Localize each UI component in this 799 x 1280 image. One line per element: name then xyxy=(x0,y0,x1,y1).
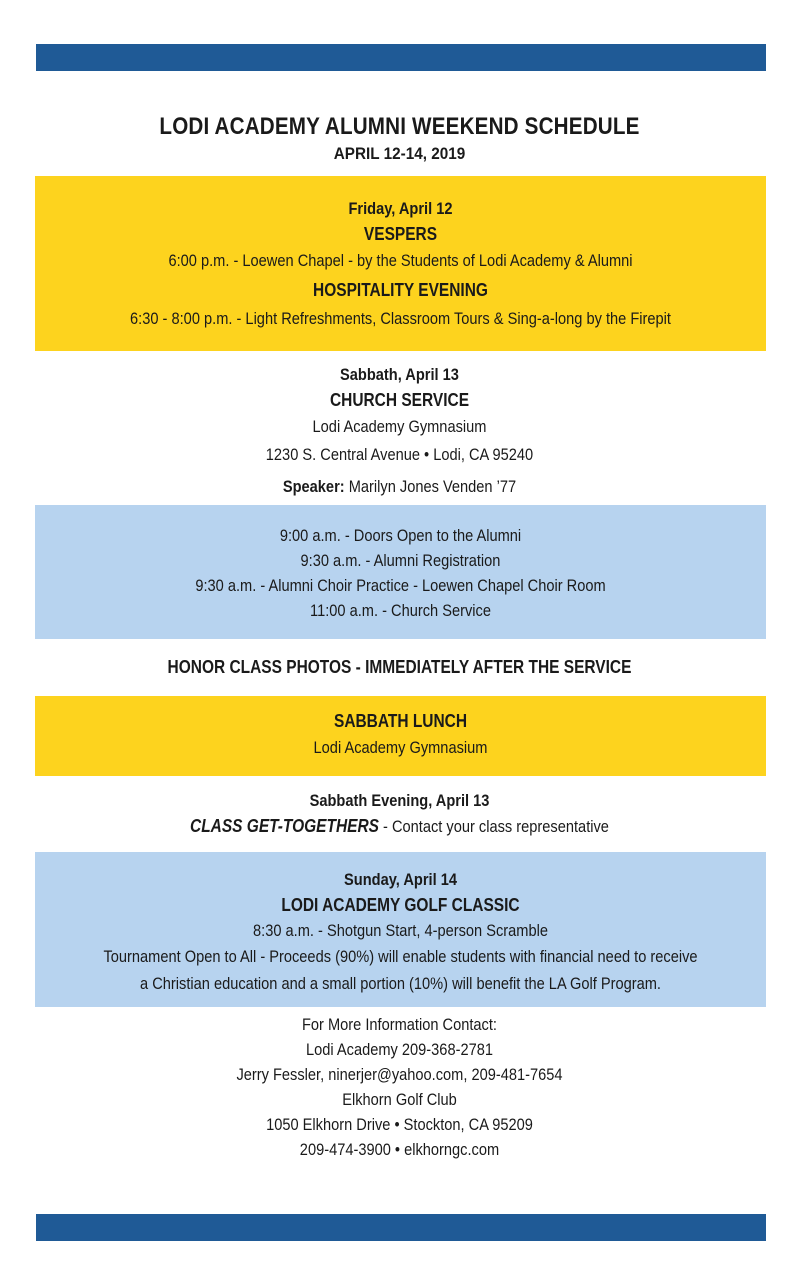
golf-desc-line1: Tournament Open to All - Proceeds (90%) will enable students with financial need to receive xyxy=(103,947,698,966)
contact-line: Jerry Fessler, ninerjer@yahoo.com, 209-481-7654 xyxy=(236,1065,563,1084)
friday-section xyxy=(35,176,766,351)
lunch-location: Lodi Academy Gymnasium xyxy=(313,738,488,757)
sabbath-day: Sabbath, April 13 xyxy=(340,365,459,384)
top-decorative-bar xyxy=(36,44,766,71)
page-title: LODI ACADEMY ALUMNI WEEKEND SCHEDULE xyxy=(159,113,640,140)
schedule-item: 9:30 a.m. - Alumni Registration xyxy=(300,551,501,570)
hospitality-detail: 6:30 - 8:00 p.m. - Light Refreshments, Classroom Tours & Sing-a-long by the Firepit xyxy=(130,309,671,328)
speaker-name: Marilyn Jones Venden ’77 xyxy=(348,477,517,496)
schedule-item: 11:00 a.m. - Church Service xyxy=(310,601,491,620)
header xyxy=(0,112,799,166)
class-get-togethers: CLASS GET-TOGETHERS xyxy=(190,816,379,836)
speaker-line xyxy=(56,469,743,505)
contact-line: Elkhorn Golf Club xyxy=(342,1090,457,1109)
evening-line xyxy=(56,813,743,841)
sabbath-section xyxy=(0,362,799,505)
contact-line: Lodi Academy 209-368-2781 xyxy=(306,1040,493,1059)
contact-heading: For More Information Contact: xyxy=(301,1015,498,1034)
lunch-section xyxy=(35,696,766,776)
evening-section xyxy=(0,788,799,841)
bottom-decorative-bar xyxy=(36,1214,766,1241)
schedule-item: 9:00 a.m. - Doors Open to the Alumni xyxy=(279,526,522,545)
schedule-item: 9:30 a.m. - Alumni Choir Practice - Loewen Chapel Choir Room xyxy=(195,576,606,595)
event-dates: APRIL 12-14, 2019 xyxy=(333,144,466,163)
church-service-heading: CHURCH SERVICE xyxy=(329,390,470,410)
contact-line: 1050 Elkhorn Drive • Stockton, CA 95209 xyxy=(266,1115,533,1134)
honor-photos-section xyxy=(0,654,799,680)
golf-classic-heading: LODI ACADEMY GOLF CLASSIC xyxy=(281,895,520,915)
friday-day: Friday, April 12 xyxy=(348,199,453,218)
church-address: 1230 S. Central Avenue • Lodi, CA 95240 xyxy=(265,445,534,464)
vespers-detail: 6:00 p.m. - Loewen Chapel - by the Students of Lodi Academy & Alumni xyxy=(168,251,633,270)
vespers-heading: VESPERS xyxy=(363,224,438,244)
hospitality-heading: HOSPITALITY EVENING xyxy=(313,280,488,300)
sabbath-schedule-section xyxy=(35,505,766,639)
church-location: Lodi Academy Gymnasium xyxy=(312,417,487,436)
speaker-label: Speaker: xyxy=(282,477,345,496)
sunday-section xyxy=(35,852,766,1007)
sunday-day: Sunday, April 14 xyxy=(344,870,457,889)
evening-day: Sabbath Evening, April 13 xyxy=(309,791,490,810)
evening-detail: - Contact your class representative xyxy=(378,817,609,836)
contact-line: 209-474-3900 • elkhorngc.com xyxy=(299,1140,500,1159)
contact-section xyxy=(0,1012,799,1162)
golf-desc-line2: a Christian education and a small portion (10%) will benefit the LA Golf Program. xyxy=(140,974,661,993)
golf-time: 8:30 a.m. - Shotgun Start, 4-person Scramble xyxy=(252,921,548,940)
lunch-heading: SABBATH LUNCH xyxy=(333,711,468,731)
honor-photos-text: HONOR CLASS PHOTOS - IMMEDIATELY AFTER THE SERVICE xyxy=(167,657,632,677)
